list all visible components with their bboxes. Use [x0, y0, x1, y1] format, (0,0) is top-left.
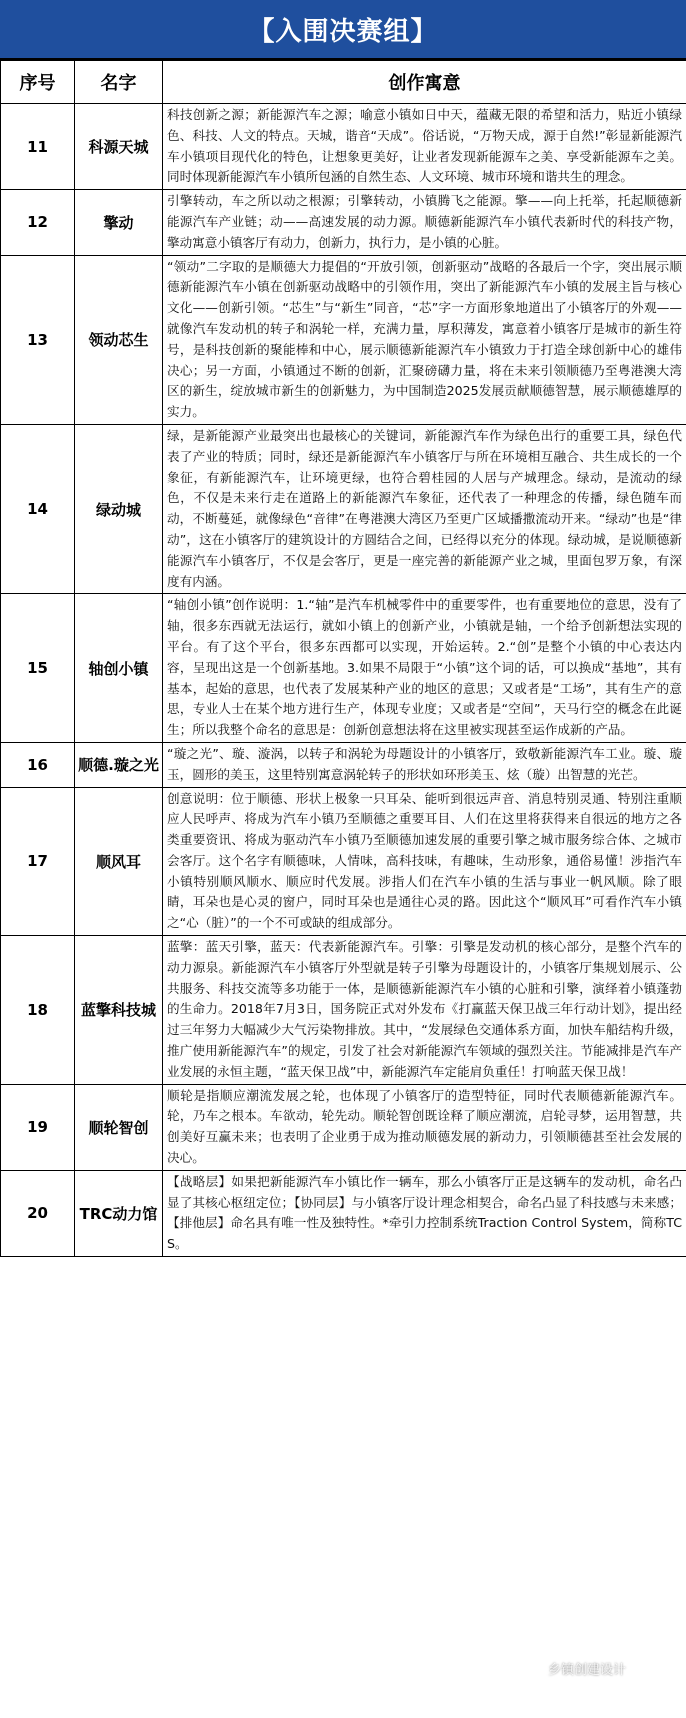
- row-name: 顺德.璇之光: [75, 742, 163, 787]
- table-row: [1, 190, 686, 255]
- table-row: [1, 255, 686, 424]
- row-description: “轴创小镇”创作说明：1.“轴”是汽车机械零件中的重要零件，也有重要地位的意思，没有了轴，很多东西就无法运行，就如小镇上的创新产业，小镇就是轴，一个给予创新想法实现的平台。有了这个平台，很多东西都可以实现，开始运转。2.“创”是整个小镇的中心表达内容，呈现出这是一个创新基地。3.如果不局限于“小镇”这个词的话，可以换成“基地”，其有基本，起始的意思，也代表了发展某种产业的地区的意思；又或者是“工场”，其有生产的意思，专业人士在某个地方进行生产，体现专业度；又或者是“空间”，天马行空的概念在此诞生；所以我整个命名的意思是：创新创意想法将在这里被实现甚至运作成新的产品。: [163, 594, 686, 743]
- table-row: [1, 936, 686, 1085]
- table-row: [1, 1084, 686, 1170]
- row-number: 18: [1, 936, 75, 1085]
- row-description: 绿，是新能源产业最突出也最核心的关键词，新能源汽车作为绿色出行的重要工具，绿色代表了产业的特质；同时，绿还是新能源汽车小镇客厅与所在环境相互融合、共生成长的一个象征，有新能源汽车，让环境更绿，也符合碧桂园的人居与产城理念。绿动，是流动的绿色，不仅是未来行走在道路上的新能源汽车象征，还代表了一种理念的传播，绿色随车而动，不断蔓延，就像绿色“音律”在粤港澳大湾区乃至更广区域播撒流动开来。“绿动”也是“律动”，这在小镇客厅的建筑设计的方圆结合之间，已经得以充分的体现。绿动城，是说顺德新能源汽车小镇客厅，不仅是会客厅，更是一座完善的新能源产业之城，里面包罗万象，有深度有内涵。: [163, 424, 686, 593]
- row-name: 顺轮智创: [75, 1084, 163, 1170]
- row-description: 【战略层】如果把新能源汽车小镇比作一辆车，那么小镇客厅正是这辆车的发动机，命名凸显了其核心枢纽定位；【协同层】与小镇客厅设计理念相契合，命名凸显了科技感与未来感；【排他层】命名具有唯一性及独特性。*牵引力控制系统Traction Control System，简称TCS。: [163, 1170, 686, 1256]
- row-number: 19: [1, 1084, 75, 1170]
- row-name: 科源天城: [75, 104, 163, 190]
- row-number: 16: [1, 742, 75, 787]
- row-name: 擎动: [75, 190, 163, 255]
- row-description: 引擎转动，车之所以动之根源；引擎转动，小镇腾飞之能源。擎——向上托举，托起顺德新能源汽车产业链；动——高速发展的动力源。顺德新能源汽车小镇代表新时代的科技产物，擎动寓意小镇客厅有动力，创新力，执行力，是小镇的心脏。: [163, 190, 686, 255]
- watermark: 乡镇创建设计: [547, 1663, 626, 1678]
- table-row: [1, 742, 686, 787]
- row-number: 14: [1, 424, 75, 593]
- row-number: 13: [1, 255, 75, 424]
- row-name: TRC动力馆: [75, 1170, 163, 1256]
- table-row: [1, 594, 686, 743]
- header-row: [1, 61, 686, 104]
- row-description: “领动”二字取的是顺德大力提倡的“开放引领，创新驱动”战略的各最后一个字，突出展示顺德新能源汽车小镇在创新驱动战略中的引领作用，突出了新能源汽车小镇的发展主旨与核心文化——创新引领。“芯生”与“新生”同音，“芯”字一方面形象地道出了小镇客厅的外观——就像汽车发动机的转子和涡轮一样，充满力量，厚积薄发，寓意着小镇客厅是城市的新生符号，是科技创新的聚能棒和中心，展示顺德新能源汽车小镇致力于打造全球创新中心的雄伟决心；另一方面，小镇通过不断的创新，汇聚磅礴力量，将在未来引领顺德乃至粤港澳大湾区的新生，绽放城市新生的创新魅力，为中国制造2025发展贡献顺德智慧，展示顺德雄厚的实力。: [163, 255, 686, 424]
- row-name: 轴创小镇: [75, 594, 163, 743]
- row-number: 20: [1, 1170, 75, 1256]
- row-number: 17: [1, 787, 75, 936]
- row-name: 领动芯生: [75, 255, 163, 424]
- row-description: “璇之光”、璇、漩涡，以转子和涡轮为母题设计的小镇客厅，致敬新能源汽车工业。璇、璇玉，圆形的美玉，这里特别寓意涡轮转子的形状如环形美玉、炫（璇）出智慧的光芒。: [163, 742, 686, 787]
- row-name: 顺风耳: [75, 787, 163, 936]
- row-description: 蓝擎：蓝天引擎，蓝天：代表新能源汽车。引擎：引擎是发动机的核心部分，是整个汽车的动力源泉。新能源汽车小镇客厅外型就是转子引擎为母题设计的，小镇客厅集规划展示、公共服务、科技交流等多功能于一体，是顺德新能源汽车小镇的心脏和引擎，演绎着小镇蓬勃的生命力。2018年7月3日，国务院正式对外发布《打赢蓝天保卫战三年行动计划》，提出经过三年努力大幅减少大气污染物排放。其中，“发展绿色交通体系方面，加快车船结构升级，推广使用新能源汽车”的规定，引发了社会对新能源汽车领域的强烈关注。节能减排是汽车产业发展的永恒主题，“蓝天保卫战”中，新能源汽车定能肩负重任！打响蓝天保卫战！: [163, 936, 686, 1085]
- table-row: [1, 1170, 686, 1256]
- page-title: 【入围决赛组】: [0, 0, 686, 60]
- row-number: 15: [1, 594, 75, 743]
- entries-table: [0, 60, 686, 1257]
- row-number: 11: [1, 104, 75, 190]
- row-name: 绿动城: [75, 424, 163, 593]
- table-row: [1, 424, 686, 593]
- row-description: 科技创新之源；新能源汽车之源；喻意小镇如日中天，蕴藏无限的希望和活力，贴近小镇绿色、科技、人文的特点。天城，谐音“天成”。俗话说，“万物天成，源于自然!”彰显新能源汽车小镇项目现代化的特色，让想象更美好，让业者发现新能源车之美、享受新能源车之美。同时体现新能源汽车小镇所包涵的自然生态、人文环境、城市环境和谐共生的理念。: [163, 104, 686, 190]
- header-name: 名字: [75, 61, 163, 104]
- row-description: 创意说明：位于顺德、形状上极象一只耳朵、能听到很远声音、消息特别灵通、特别注重顺应人民呼声、将成为汽车小镇乃至顺德之重要耳目、人们在这里将获得来自很远的地方之各类重要资讯、将成为驱动汽车小镇乃至顺德加速发展的重要引擎之城市服务综合体、之城市会客厅。这个名字有顺德味，人情味，高科技味，有趣味，生动形象，通俗易懂！涉指汽车小镇特别顺风顺水、顺应时代发展。涉指人们在汽车小镇的生活与事业一帆风顺。除了眼睛，耳朵也是心灵的窗户，同时耳朵也是通往心灵的路。因此这个“顺风耳”可看作汽车小镇之“心（脏）”的一个不可或缺的组成部分。: [163, 787, 686, 936]
- row-number: 12: [1, 190, 75, 255]
- table-row: [1, 104, 686, 190]
- header-num: 序号: [1, 61, 75, 104]
- table-row: [1, 787, 686, 936]
- row-name: 蓝擎科技城: [75, 936, 163, 1085]
- row-description: 顺轮是指顺应潮流发展之轮，也体现了小镇客厅的造型特征，同时代表顺德新能源汽车。轮，乃车之根本。车欲动，轮先动。顺轮智创既诠释了顺应潮流，启轮寻梦，运用智慧，共创美好互赢未来；也表明了企业勇于成为推动顺德发展的新动力，引领顺德甚至社会发展的决心。: [163, 1084, 686, 1170]
- header-desc: 创作寓意: [163, 61, 686, 104]
